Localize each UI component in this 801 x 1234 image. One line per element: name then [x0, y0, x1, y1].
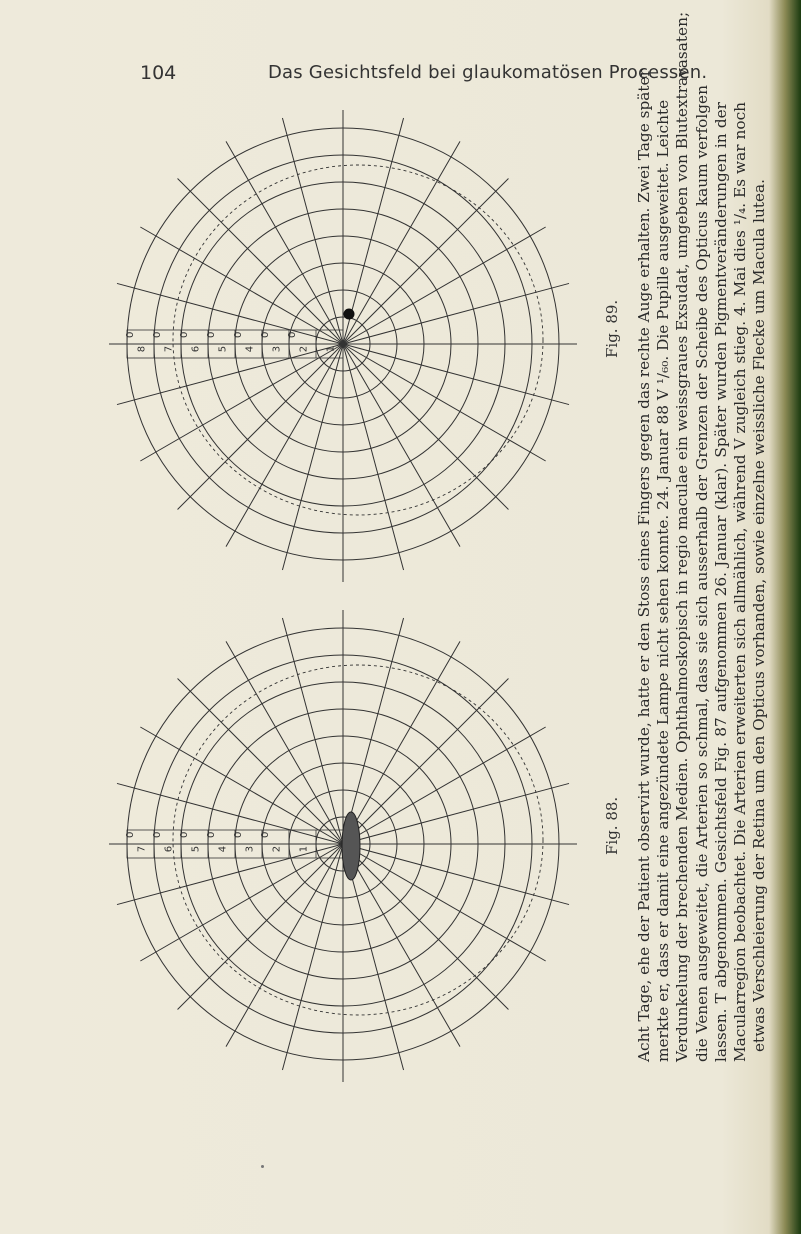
zero-label: 0	[179, 831, 190, 838]
page-number: 104	[140, 62, 177, 84]
zero-label: 0	[152, 831, 163, 838]
meridian-line	[226, 844, 343, 1047]
meridian-line	[226, 344, 343, 547]
meridian-line	[178, 844, 343, 1009]
scale-label: 4	[217, 845, 229, 853]
meridian-line	[140, 727, 343, 844]
meridian-line	[343, 227, 546, 344]
visual-field-chart-fig88	[125, 612, 588, 1082]
meridian-line	[343, 844, 508, 1009]
meridian-line	[343, 844, 546, 961]
meridian-line	[226, 641, 343, 844]
meridian-line	[140, 344, 343, 461]
meridian-line	[226, 141, 343, 344]
meridian-line	[343, 679, 508, 844]
chart-grid	[109, 610, 577, 1082]
meridian-line	[343, 641, 460, 844]
meridian-line	[343, 344, 546, 461]
meridian-line	[343, 727, 546, 844]
zero-label: 0	[233, 831, 244, 838]
text-line: Verdunkelung der brechenden Medien. Ophthalmoskopisch in regio maculae ein weissgraues Exsudat, umgeben von Blutextravasaten;	[673, 11, 692, 1062]
zero-label: 0	[260, 831, 271, 838]
perimeter-chart-svg	[125, 612, 588, 1082]
zero-label: 0	[125, 831, 136, 838]
figure-caption-89: Fig. 89.	[603, 299, 621, 358]
zero-label: 0	[287, 331, 298, 338]
chart-labels	[125, 832, 310, 853]
running-title: Das Gesichtsfeld bei glaukomatösen Processen.	[268, 62, 708, 83]
meridian-line	[343, 344, 460, 547]
zero-label: 0	[260, 331, 271, 338]
scale-label: 5	[217, 345, 229, 353]
scale-label: 6	[190, 345, 202, 353]
meridian-line	[343, 179, 508, 344]
meridian-line	[343, 344, 404, 570]
meridian-line	[343, 344, 569, 405]
meridian-line	[343, 141, 460, 344]
meridian-line	[140, 227, 343, 344]
meridian-line	[282, 344, 343, 570]
visual-field-chart-fig89	[125, 112, 588, 582]
scale-label: 2	[298, 345, 310, 353]
zero-label: 0	[152, 331, 163, 338]
body-paragraph	[635, 11, 775, 1062]
meridian-line	[343, 344, 508, 509]
text-line: lassen. T abgenommen. Gesichtsfeld Fig. 87 aufgenommen 26. Januar (klar). Später wurden Pigmentveränderungen in der	[711, 102, 730, 1062]
perimeter-chart-svg	[125, 112, 588, 582]
scale-label: 2	[271, 845, 283, 853]
meridian-line	[343, 283, 569, 344]
meridian-line	[282, 618, 343, 844]
text-line: die Venen ausgeweitet, die Arterien so schmal, dass sie sich ausserhalb der Grenzen der Scheibe des Opticus kaum verfolgen	[692, 85, 711, 1062]
meridian-line	[140, 844, 343, 961]
zero-label: 0	[125, 331, 136, 338]
scale-label: 6	[163, 845, 175, 853]
meridian-line	[178, 344, 343, 509]
scale-label: 7	[163, 345, 175, 353]
text-line: merkte er, dass er damit eine angezündete Lampe nicht sehen konnte. 24. Januar 88 V ¹/₆₀. Die Pupille ausgeweitet. Leichte	[654, 99, 673, 1062]
scale-label: 8	[136, 345, 148, 353]
scale-label: 5	[190, 845, 202, 853]
blind-spot	[344, 309, 354, 319]
text-line: Acht Tage, ehe der Patient observirt wurde, hatte er den Stoss eines Fingers gegen das rechte Auge erhalten. Zwei Tage später	[635, 69, 653, 1062]
zero-label: 0	[206, 831, 217, 838]
scale-label: 3	[271, 345, 283, 353]
chart-labels	[125, 332, 337, 353]
scale-label: 4	[244, 345, 256, 353]
meridian-line	[117, 783, 343, 844]
meridian-line	[282, 844, 343, 1070]
scotoma-hatched	[342, 812, 360, 880]
figure-caption-88: Fig. 88.	[603, 796, 621, 855]
meridian-line	[343, 844, 569, 905]
chart-grid	[109, 110, 577, 582]
meridian-line	[282, 118, 343, 344]
scale-label: 1	[298, 845, 310, 853]
scale-label: 3	[244, 845, 256, 853]
zero-label: 0	[233, 331, 244, 338]
meridian-line	[178, 179, 343, 344]
meridian-line	[343, 618, 404, 844]
zero-label: 0	[179, 331, 190, 338]
zero-label: 0	[206, 331, 217, 338]
scale-label: 7	[136, 845, 148, 853]
text-line: Macularregion beobachtet. Die Arterien erweiterten sich allmählich, während V zugleich stieg. 4. Mai dies ¹/₄. Es war noch	[731, 102, 750, 1062]
meridian-line	[343, 783, 569, 844]
text-line: etwas Verschleierung der Retina um den Opticus vorhanden, sowie einzelne weissliche Flecke um Macula lutea.	[750, 178, 769, 1052]
meridian-line	[178, 679, 343, 844]
speck	[261, 1165, 264, 1168]
scale-label: 1	[325, 345, 337, 353]
meridian-line	[343, 844, 460, 1047]
meridian-line	[117, 283, 343, 344]
